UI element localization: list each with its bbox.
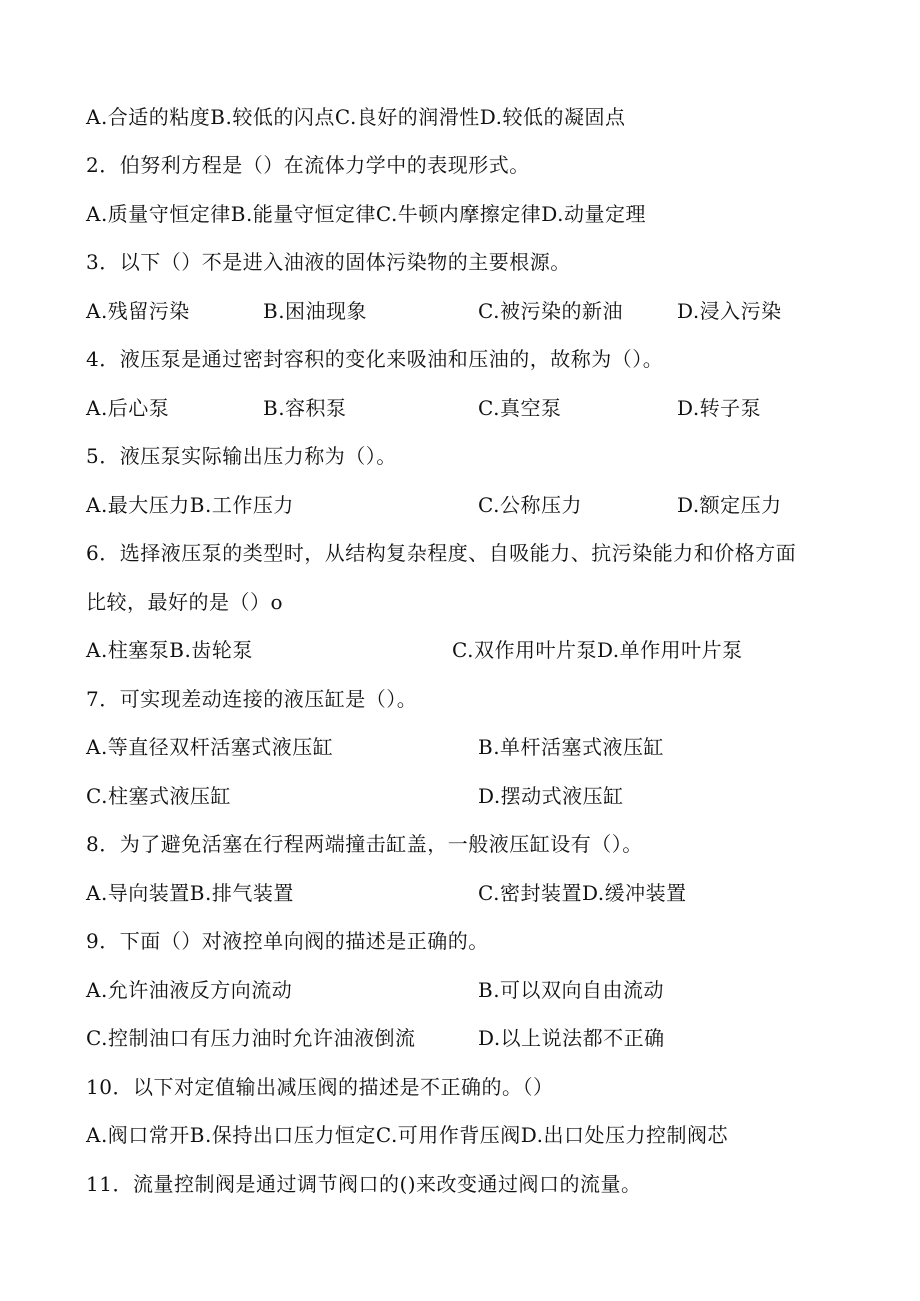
q5-stem: 5．液压泵实际输出压力称为（）。 (86, 444, 397, 468)
q4-stem: 4．液压泵是通过密封容积的变化来吸油和压油的，故称为（）。 (86, 347, 664, 371)
q8-option-cd: C.密封装置D.缓冲装置 (478, 881, 687, 905)
q7-option-d: D.摆动式液压缸 (478, 784, 624, 808)
q9-option-c: C.控制油口有压力油时允许油液倒流 (86, 1026, 416, 1050)
q7-option-b: B.单杆活塞式液压缸 (478, 735, 665, 759)
q4-option-a: A.后心泵 (86, 396, 170, 420)
q10-options: A.阀口常开B.保持出口压力恒定C.可用作背压阀D.出口处压力控制阀芯 (86, 1123, 728, 1147)
q2-stem: 2．伯努利方程是（）在流体力学中的表现形式。 (86, 153, 530, 177)
q7-option-a: A.等直径双杆活塞式液压缸 (86, 735, 334, 759)
q7-stem: 7．可实现差动连接的液压缸是（）。 (86, 687, 418, 711)
q4-option-c: C.真空泵 (478, 396, 562, 420)
q6-option-ab: A.柱塞泵B.齿轮泵 (86, 638, 253, 662)
q5-option-ab: A.最大压力B.工作压力 (86, 493, 294, 517)
q6-option-cd: C.双作用叶片泵D.单作用叶片泵 (452, 638, 743, 662)
q4-option-b: B.容积泵 (263, 396, 347, 420)
q3-option-a: A.残留污染 (86, 299, 190, 323)
q3-stem: 3．以下（）不是进入油液的固体污染物的主要根源。 (86, 250, 571, 274)
q1-options: A.合适的粘度B.较低的闪点C.良好的润滑性D.较低的凝固点 (86, 105, 626, 129)
q8-option-ab: A.导向装置B.排气装置 (86, 881, 294, 905)
q2-options: A.质量守恒定律B.能量守恒定律C.牛顿内摩擦定律D.动量定理 (86, 202, 646, 226)
q5-option-d: D.额定压力 (677, 493, 782, 517)
q10-stem: 10．以下对定值输出减压阀的描述是不正确的。（） (86, 1075, 554, 1099)
q3-option-b: B.困油现象 (263, 299, 368, 323)
q9-option-b: B.可以双向自由流动 (478, 978, 665, 1002)
q11-stem: 11．流量控制阀是通过调节阀口的()来改变通过阀口的流量。 (86, 1172, 642, 1196)
q8-stem: 8．为了避免活塞在行程两端撞击缸盖，一般液压缸设有（）。 (86, 832, 643, 856)
q6-stem-line2: 比较，最好的是（）o (86, 590, 284, 614)
q3-option-c: C.被污染的新油 (478, 299, 623, 323)
q5-option-c: C.公称压力 (478, 493, 582, 517)
q9-option-a: A.允许油液反方向流动 (86, 978, 293, 1002)
q7-option-c: C.柱塞式液压缸 (86, 784, 231, 808)
q9-option-d: D.以上说法都不正确 (478, 1026, 665, 1050)
q9-stem: 9．下面（）对液控单向阀的描述是正确的。 (86, 929, 489, 953)
q6-stem-line1: 6．选择液压泵的类型时，从结构复杂程度、自吸能力、抗污染能力和价格方面 (86, 541, 797, 565)
q3-option-d: D.浸入污染 (677, 299, 782, 323)
q4-option-d: D.转子泵 (677, 396, 762, 420)
